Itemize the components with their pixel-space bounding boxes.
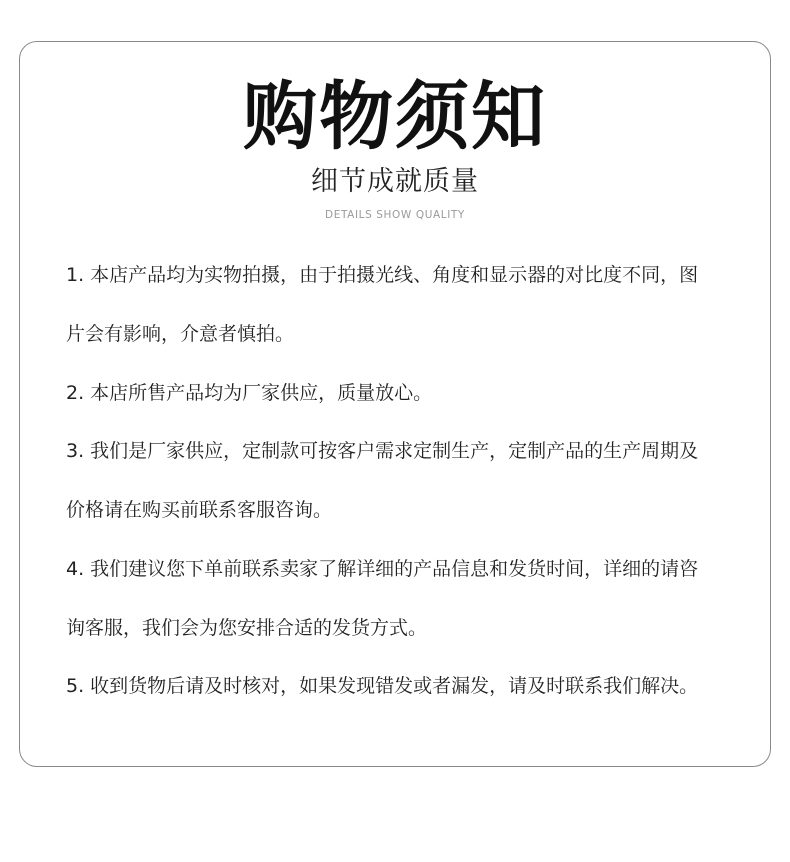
note-line-5: 价格请在购买前联系客服咨询。 [66, 499, 333, 521]
note-line-1: 1. 本店产品均为实物拍摄，由于拍摄光线、角度和显示器的对比度不同，图 [66, 264, 699, 286]
subtitle [0, 164, 790, 200]
note-line-8: 5. 收到货物后请及时核对，如果发现错发或者漏发，请及时联系我们解决。 [66, 675, 699, 697]
subtitle-highlight: 成就质量 [367, 166, 479, 197]
note-line-6: 4. 我们建议您下单前联系卖家了解详细的产品信息和发货时间，详细的请咨 [66, 558, 699, 580]
note-line-4: 3. 我们是厂家供应，定制款可按客户需求定制生产，定制产品的生产周期及 [66, 440, 699, 462]
note-line-3: 2. 本店所售产品均为厂家供应，质量放心。 [66, 382, 433, 404]
subtitle-english: DETAILS SHOW QUALITY [325, 209, 465, 221]
page-title: 购物须知 [243, 74, 547, 160]
note-line-7: 询客服，我们会为您安排合适的发货方式。 [66, 617, 428, 639]
subtitle-highlight-mark [367, 164, 479, 200]
subtitle-plain: 细节 [311, 166, 367, 197]
note-line-2: 片会有影响，介意者慎拍。 [66, 323, 295, 345]
